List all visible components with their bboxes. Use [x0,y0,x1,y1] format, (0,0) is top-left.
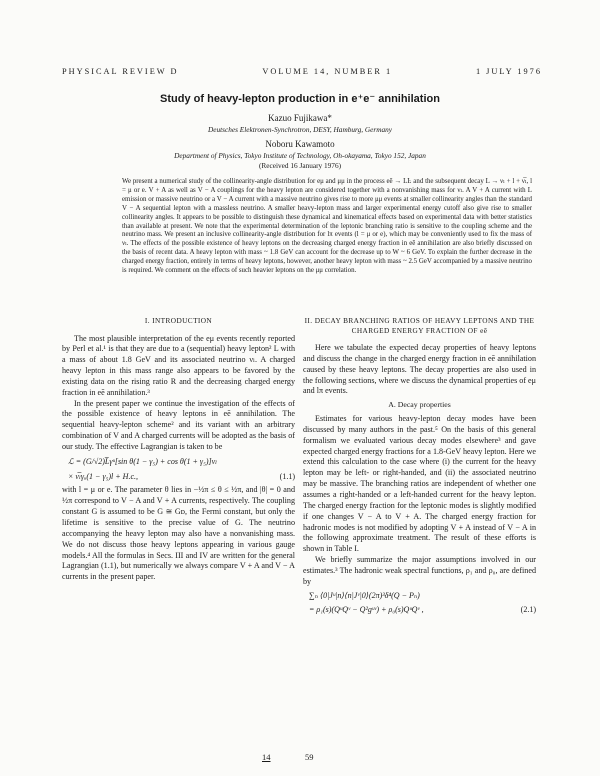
left-column [62,316,295,583]
paragraph: We briefly summarize the major assumptions involved in our estimates.³ The hadronic weak spectral functions, ρ₁ and ρ₀, are defined by [303,555,536,586]
received-date: (Received 16 January 1976) [258,161,342,170]
author-name: Noboru Kawamoto [265,139,335,149]
author-name: Kazuo Fujikawa* [268,113,332,123]
section-heading: I. INTRODUCTION [144,316,213,325]
section-heading: II. DECAY BRANCHING RATIOS OF HEAVY LEPTONS AND THE CHARGED ENERGY FRACTION OF eē [304,316,535,335]
paragraph: In the present paper we continue the investigation of the effects of the possible existence of heavy leptons in eē annihilation. The sequential heavy-lepton scheme² and its variant with an arbitrary combination of V and A charged currents will be adopted as the basis of our study. The effective Lagrangian is taken to be [62,398,295,451]
paper-title: Study of heavy-lepton production in e⁺e⁻ annihilation [160,93,440,105]
equation-text: ℒ = (G/√2)L̅γᵘ[sin θ(1 − γ₅) + cos θ(1 + γ₅)]νₗ [68,456,218,466]
equation-text: = ρ₁(s)(QᵘQᵛ − Q²gᵘᵛ) + ρ₀(s)QᵘQᵛ , [309,605,424,615]
paragraph: Here we tabulate the expected decay properties of heavy leptons and discuss the change in the charged energy fraction in eē annihilation caused by these heavy leptons. The decay properties are also used in the following sections, where we discuss the dynamical properties of eμ and lπ events. [303,343,536,396]
abstract: We present a numerical study of the collinearity-angle distribution for eμ and μμ in the process eē → LĿ and the subsequent decay L → νₗ + l + ν̅ₗ, l = μ or e. V + A as well as V − A couplings for the heavy lepton are considered together with a nonvanishing mass for νₗ. A V + A current with L emission or massive neutrino or a V − A current with a massive neutrino gives rise to more μμ events at smaller collinearity angles than the standard V − A sequential lepton with a massless neutrino. A smaller heavy-lepton mass and larger experimental energy cutoff also give rise to smaller collinearity angles. It appears to be possible to distinguish these dynamical and kinematical effects based on experimental data with better statistics than available at present. We note that the experimental determination of the leptonic branching ratio is sensitive to the coupling scheme and the neutrino mass. We present an inclusive collinearity-angle distribution for lπ events (l = μ or e), which may be conveniently used to fix the mass of νₗ. The effects of the possible existence of heavy leptons on the decreasing charged energy fraction in eē annihilation are also briefly discussed on the basis of recent data. A heavy lepton with mass ~ 1.8 GeV can account for the decrease up to W ~ 6 GeV. To explain the further decrease in the charged energy fraction, entirely in terms of heavy leptons, however, another heavy lepton with mass ~ 2.5 GeV accompanied by a massive neutrino is required. We comment on the effects of such heavier leptons on the μμ correlation. [122,178,532,275]
issue-date: 1 JULY 1976 [475,67,542,76]
running-header [62,67,542,76]
equation: ∑ₙ ⟨0|Jᵘ|n⟩⟨n|Jᵛ|0⟩(2π)³δ⁴(Q − Pₙ) [309,590,420,600]
equation [62,472,295,483]
author-affiliation: Department of Physics, Tokyo Institute of Technology, Oh-okayama, Tokyo 152, Japan [174,151,426,160]
volume-footer: 14 [262,752,271,762]
paragraph: The most plausible interpretation of the eμ events recently reported by Perl et al.¹ is that they are due to a (sequential) heavy lepton² L with a mass of about 1.8 GeV and its associated neutrino νₗ. A charged heavy lepton in this mass range also appears to be favored by the existing data on the rising ratio R and the decreasing charged energy fraction in eē annihilation.³ [62,333,295,397]
right-column [303,316,536,619]
subsection-heading: A. Decay properties [388,400,451,410]
equation-number: (2.1) [520,605,536,615]
equation-text: × ν̅ₗγᵤ(1 − γ₅)l + H.c., [68,471,138,481]
equation [62,457,295,468]
page-number: 59 [305,752,314,762]
author-affiliation: Deutsches Elektronen-Synchrotron, DESY, Hamburg, Germany [207,125,393,134]
equation-number: (1.1) [279,471,295,481]
volume-number: VOLUME 14, NUMBER 1 [262,67,393,76]
equation [303,605,536,616]
paragraph: Estimates for various heavy-lepton decay modes have been discussed by many authors in the past.⁵ On the basis of this general formalism we evaluated various decay modes elsewhere³ and gave expected charged energy fractions for a 1.8-GeV heavy lepton. Here we extend this calculation to the case where (i) the current for the heavy lepton may be left- or right-handed, and (ii) the associated neutrino may be massive. The branching ratios are independent of whether one assumes a right-handed or a left-handed current for the heavy lepton. The charged energy fraction for the leptonic modes is slightly modified if one changes V − A to V + A. The charged energy fraction for hadronic modes is not modified by adopting V + A instead of V − A in the following approximate treatment. The result of these efforts is shown in Table I. [303,414,536,554]
paragraph: with l = μ or e. The parameter θ lies in −½π ≤ θ ≤ ½π, and |θ| = 0 and ½π correspond to V − A and V + A currents, respectively. The coupling constant G is assumed to be G ≅ Gᴅ, the Fermi constant, but only the lifetime is sensitive to the precise value of G. The neutrino accompanying the heavy lepton may also have a nonvanishing mass. We do not discuss those heavy leptons appearing in various gauge models.⁴ All the formulas in Secs. III and IV are written for the general Lagrangian (1.1), but numerically we always compare V + A and V − A currents in the present paper. [62,485,295,582]
journal-name: PHYSICAL REVIEW D [62,67,179,76]
